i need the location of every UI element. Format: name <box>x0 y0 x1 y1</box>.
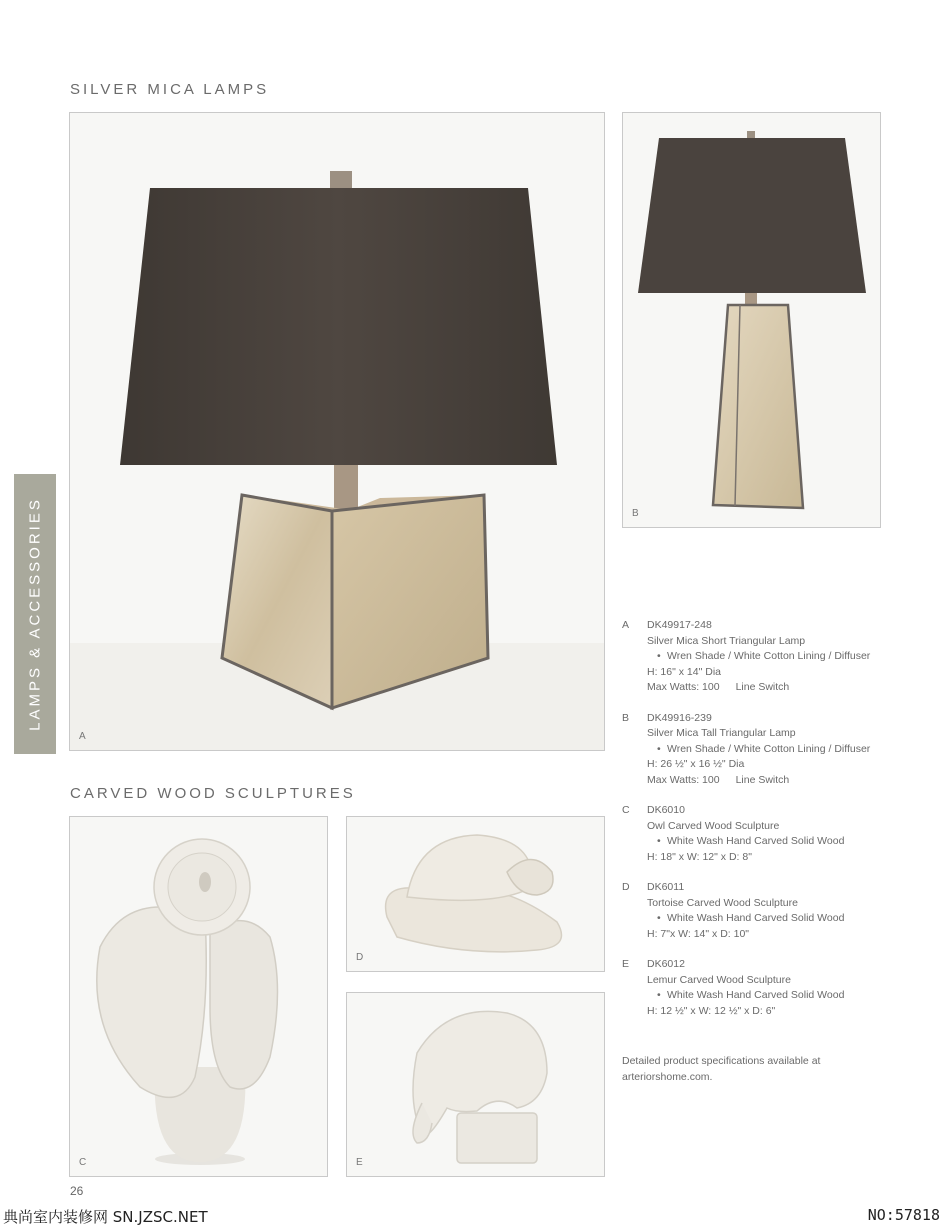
spec-letter: B <box>622 711 630 724</box>
spec-d <box>622 880 892 942</box>
section-title-lamps: SILVER MICA LAMPS <box>70 81 270 98</box>
spec-bullet: • Wren Shade / White Cotton Lining / Diffuser <box>647 649 892 665</box>
spec-name: Lemur Carved Wood Sculpture <box>647 973 791 986</box>
spec-bullet: • White Wash Hand Carved Solid Wood <box>647 834 892 850</box>
spec-bullet: • White Wash Hand Carved Solid Wood <box>647 911 892 927</box>
spec-e <box>622 957 892 1019</box>
side-tab-label: LAMPS & ACCESSORIES <box>26 497 44 731</box>
spec-name: Tortoise Carved Wood Sculpture <box>647 896 798 909</box>
spec-watts: Max Watts: 100 <box>647 681 720 693</box>
photo-label-c: C <box>79 1157 87 1168</box>
tortoise-illustration <box>347 817 604 971</box>
spec-name: Owl Carved Wood Sculpture <box>647 819 780 832</box>
spec-sku: DK49917-248 <box>647 619 712 631</box>
spec-b <box>622 711 892 789</box>
spec-bullet: • White Wash Hand Carved Solid Wood <box>647 988 892 1004</box>
photo-label-d: D <box>356 952 364 963</box>
lamp-a-illustration <box>70 113 604 750</box>
spec-letter: E <box>622 958 630 970</box>
spec-a <box>622 618 892 696</box>
spec-dimensions: H: 12 ½" x W: 12 ½" x D: 6" <box>647 1004 776 1017</box>
page-number: 26 <box>70 1184 84 1198</box>
photo-lamp-b <box>622 112 881 528</box>
lemur-illustration <box>347 993 604 1176</box>
spec-dimensions: H: 26 ½" x 16 ½" Dia <box>647 758 745 770</box>
photo-label-b: B <box>632 508 639 519</box>
spec-letter: C <box>622 804 630 816</box>
spec-dimensions: H: 18" x W: 12" x D: 8" <box>647 850 752 863</box>
photo-label-a: A <box>79 731 86 742</box>
photo-lemur-e <box>346 992 605 1177</box>
lamp-b-illustration <box>623 113 880 527</box>
spec-electrical <box>647 773 892 789</box>
side-tab <box>14 474 56 754</box>
spec-name: Silver Mica Short Triangular Lamp <box>647 634 806 647</box>
spec-name: Silver Mica Tall Triangular Lamp <box>647 727 796 739</box>
spec-electrical <box>647 680 892 696</box>
spec-dimensions: H: 16" x 14" Dia <box>647 665 721 678</box>
photo-owl-c <box>69 816 328 1177</box>
spec-letter: A <box>622 619 630 631</box>
photo-lamp-a <box>69 112 605 751</box>
spec-switch: Line Switch <box>735 681 790 693</box>
footer-watermark-right: NO:57818 <box>867 1206 940 1224</box>
spec-switch: Line Switch <box>735 773 790 786</box>
spec-sku: DK6011 <box>647 881 685 893</box>
spec-sku: DK49916-239 <box>647 711 712 724</box>
spec-bullet: • Wren Shade / White Cotton Lining / Diffuser <box>647 742 892 758</box>
footer-watermark-left: 典尚室内装修网 SN.JZSC.NET <box>3 1208 208 1226</box>
specifications-note: Detailed product specifications available at arteriorshome.com. <box>622 1055 821 1083</box>
spec-letter: D <box>622 881 630 893</box>
photo-label-e: E <box>356 1157 363 1168</box>
section-title-sculptures: CARVED WOOD SCULPTURES <box>70 785 356 802</box>
product-specs <box>622 618 892 1034</box>
spec-dimensions: H: 7"x W: 14" x D: 10" <box>647 927 750 940</box>
owl-illustration <box>70 817 327 1176</box>
spec-sku: DK6010 <box>647 804 685 816</box>
spec-c <box>622 803 892 865</box>
photo-tortoise-d <box>346 816 605 972</box>
spec-watts: Max Watts: 100 <box>647 773 720 786</box>
spec-sku: DK6012 <box>647 958 685 970</box>
